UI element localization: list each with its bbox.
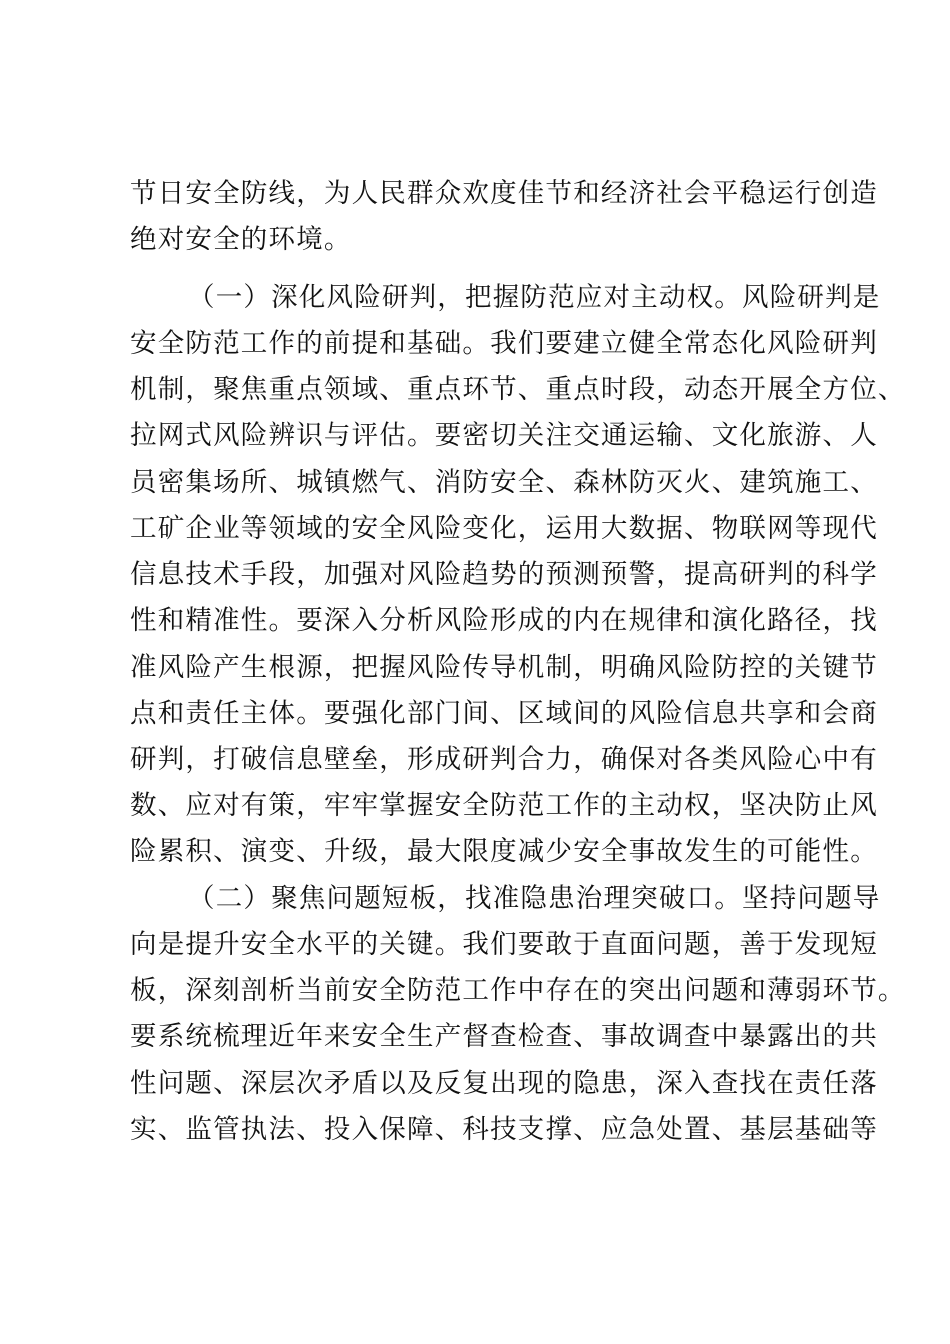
text-line: 节日安全防线，为人民群众欢度佳节和经济社会平稳运行创造 — [130, 178, 878, 209]
text-line: 拉网式风险辨识与评估。要密切关注交通运输、文化旅游、人 — [130, 420, 878, 451]
text-line: 工矿企业等领域的安全风险变化，运用大数据、物联网等现代 — [130, 513, 878, 544]
text-line: 点和责任主体。要强化部门间、区域间的风险信息共享和会商 — [130, 698, 878, 729]
text-line: 数、应对有策，牢牢掌握安全防范工作的主动权，坚决防止风 — [130, 790, 878, 821]
text-line: 绝对安全的环境。 — [130, 224, 352, 255]
text-line: 要系统梳理近年来安全生产督查检查、事故调查中暴露出的共 — [130, 1021, 878, 1052]
text-line: 员密集场所、城镇燃气、消防安全、森林防灭火、建筑施工、 — [130, 467, 878, 498]
text-line: 机制，聚焦重点领域、重点环节、重点时段，动态开展全方位、 — [130, 374, 906, 405]
text-line: 性和精准性。要深入分析风险形成的内在规律和演化路径，找 — [130, 605, 878, 636]
text-line: 险累积、演变、升级，最大限度减少安全事故发生的可能性。 — [130, 836, 878, 867]
paragraph-heading-2: （二）聚焦问题短板，找准隐患治理突破口。坚持问题导 — [188, 883, 881, 914]
text-line: 信息技术手段，加强对风险趋势的预测预警，提高研判的科学 — [130, 559, 878, 590]
text-line: 准风险产生根源，把握风险传导机制，明确风险防控的关键节 — [130, 652, 878, 683]
text-line: 板，深刻剖析当前安全防范工作中存在的突出问题和薄弱环节。 — [130, 975, 906, 1006]
text-line: 向是提升安全水平的关键。我们要敢于直面问题，善于发现短 — [130, 929, 878, 960]
text-line: 实、监管执法、投入保障、科技支撑、应急处置、基层基础等 — [130, 1114, 878, 1145]
text-line: 研判，打破信息壁垒，形成研判合力，确保对各类风险心中有 — [130, 744, 878, 775]
paragraph-heading-1: （一）深化风险研判，把握防范应对主动权。风险研判是 — [188, 282, 881, 313]
text-line: 性问题、深层次矛盾以及反复出现的隐患，深入查找在责任落 — [130, 1068, 878, 1099]
text-line: 安全防范工作的前提和基础。我们要建立健全常态化风险研判 — [130, 328, 878, 359]
